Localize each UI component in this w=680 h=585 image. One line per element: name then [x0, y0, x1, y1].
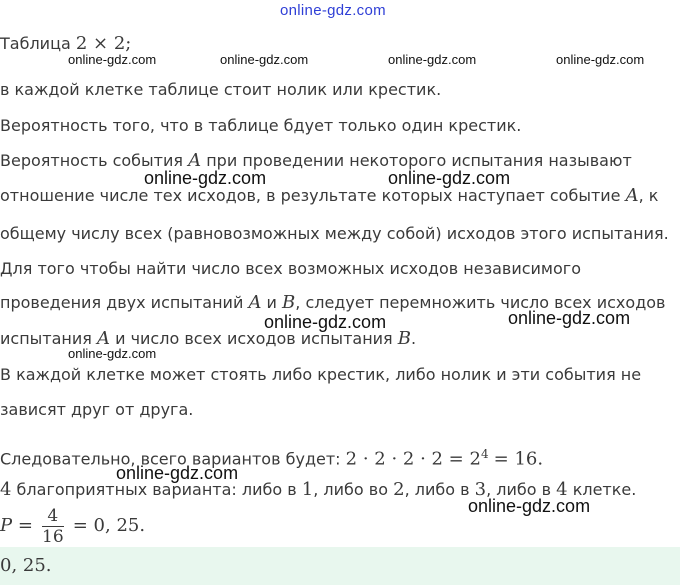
line-cells-independent-2: зависят друг от друга.: [0, 400, 194, 419]
text: Таблица: [0, 34, 71, 53]
watermark: online-gdz.com: [116, 463, 239, 483]
line-method-3: [0, 329, 416, 349]
text: , к: [638, 186, 659, 205]
text: при проведении некоторого испытания называют: [206, 151, 632, 170]
text: отношение числе тех исходов, в результате которых наступает событие: [0, 186, 621, 205]
fraction-numerator: 4: [42, 506, 64, 527]
text: клетке.: [572, 480, 637, 499]
watermark: online-gdz.com: [388, 52, 477, 67]
line-definition-3: общему числу всех (равновозможных между собой) исходов этого испытания.: [0, 224, 669, 243]
math: 2: [393, 479, 405, 500]
fraction-denominator: 16: [42, 527, 64, 547]
watermark: online-gdz.com: [468, 496, 591, 516]
text: , либо во: [313, 480, 389, 499]
math: 4: [0, 479, 12, 500]
math: B: [282, 292, 296, 313]
watermark: online-gdz.com: [388, 168, 511, 188]
line-cells: в каждой клетке таблице стоит нолик или крестик.: [0, 80, 442, 99]
line-table: [0, 34, 131, 54]
watermark: online-gdz.com: [220, 52, 309, 67]
line-method-1: Для того чтобы найти число всех возможных исходов независимого: [0, 259, 581, 278]
text: .: [411, 329, 417, 348]
answer-value: 0, 25.: [0, 555, 52, 576]
text: , следует перемножить число всех исходов: [295, 293, 666, 312]
text: и число всех исходов испытания: [115, 329, 393, 348]
watermark: online-gdz.com: [264, 312, 387, 332]
text: Вероятность события: [0, 151, 184, 170]
watermark: online-gdz.com: [68, 346, 157, 361]
math: 2 × 2: [75, 33, 126, 54]
math: ;: [125, 33, 132, 54]
math: A: [248, 292, 262, 313]
text: благоприятных варианта: либо в: [16, 480, 297, 499]
line-definition-2: [0, 186, 658, 206]
watermark: online-gdz.com: [144, 168, 267, 188]
math: A: [97, 328, 110, 349]
fraction: [42, 506, 64, 547]
text: , либо в: [404, 480, 470, 499]
math-exponent: 4: [480, 447, 489, 461]
line-cells-independent-1: В каждой клетке может стоять либо крестик, либо нолик и эти события не: [0, 365, 642, 384]
watermark: online-gdz.com: [556, 52, 645, 67]
text: Следовательно, всего вариантов будет:: [0, 449, 341, 469]
watermark-top: online-gdz.com: [280, 2, 386, 19]
math: 2 · 2 · 2 · 2 = 2: [345, 448, 481, 470]
math: = 0, 25.: [72, 515, 146, 536]
text: и: [266, 293, 277, 312]
math: B: [397, 328, 411, 349]
text: , либо в: [486, 480, 552, 499]
text: испытания: [0, 329, 92, 348]
math: = 16.: [493, 448, 544, 470]
math: 1: [301, 479, 314, 500]
watermark: online-gdz.com: [68, 52, 157, 67]
answer-box: [0, 547, 680, 585]
line-probability-goal: Вероятность того, что в таблице бдует только один крестик.: [0, 116, 522, 135]
math: 3: [474, 479, 487, 500]
math: 4: [556, 479, 568, 500]
line-probability-formula: [0, 504, 145, 548]
watermark: online-gdz.com: [508, 308, 631, 328]
text: проведения двух испытаний: [0, 293, 244, 312]
math: A: [625, 185, 639, 206]
math: P =: [0, 515, 33, 536]
line-total-variants: [0, 444, 543, 469]
math: A: [188, 150, 202, 171]
line-definition-1: [0, 151, 632, 171]
